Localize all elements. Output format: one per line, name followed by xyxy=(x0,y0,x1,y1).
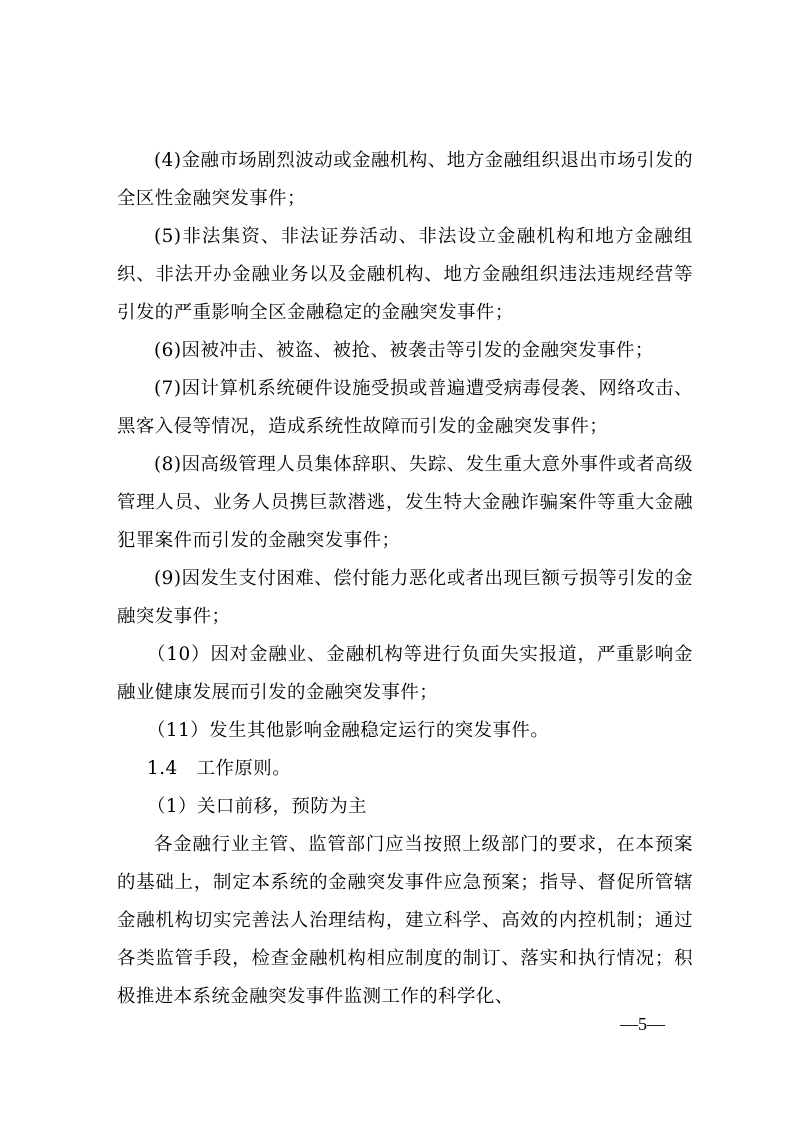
paragraph-item-11: （11）发生其他影响金融稳定运行的突发事件。 xyxy=(147,720,550,741)
paragraph-item-10: （10）因对金融业、金融机构等进行负面失实报道，严重影响金融业健康发展而引发的金融突发事件； xyxy=(117,644,693,703)
paragraph-item-8: (8)因高级管理人员集体辞职、失踪、发生重大意外事件或者高级管理人员、业务人员携巨款潜逃，发生特大金融诈骗案件等重大金融犯罪案件而引发的金融突发事件； xyxy=(117,454,693,551)
paragraph-item-9: (9)因发生支付困难、偿付能力恶化或者出现巨额亏损等引发的金融突发事件； xyxy=(117,568,693,627)
paragraph-item-6: (6)因被冲击、被盗、被抢、被袭击等引发的金融突发事件； xyxy=(154,340,654,361)
paragraph-item-4: (4)金融市场剧烈波动或金融机构、地方金融组织退出市场引发的全区性金融突发事件； xyxy=(117,150,693,209)
body-paragraph: 各金融行业主管、监管部门应当按照上级部门的要求，在本预案的基础上，制定本系统的金融突发事件应急预案；指导、督促所管辖金融机构切实完善法人治理结构，建立科学、高效的内控机制；通过各类监管手段，检查金融机构相应制度的制订、落实和执行情况；积极推进本系统金融突发事件监测工作的科学化、 xyxy=(117,834,693,1007)
paragraph-item-5: (5)非法集资、非法证券活动、非法设立金融机构和地方金融组织、非法开办金融业务以及金融机构、地方金融组织违法违规经营等引发的严重影响全区金融稳定的金融突发事件； xyxy=(117,226,693,323)
sub-heading: （1）关口前移，预防为主 xyxy=(147,796,367,817)
page-number: —5— xyxy=(620,1014,665,1034)
paragraph-item-7: (7)因计算机系统硬件设施受损或普遍遭受病毒侵袭、网络攻击、黑客入侵等情况，造成系统性故障而引发的金融突发事件； xyxy=(117,378,693,437)
section-heading: 1.4 工作原则。 xyxy=(147,758,292,779)
